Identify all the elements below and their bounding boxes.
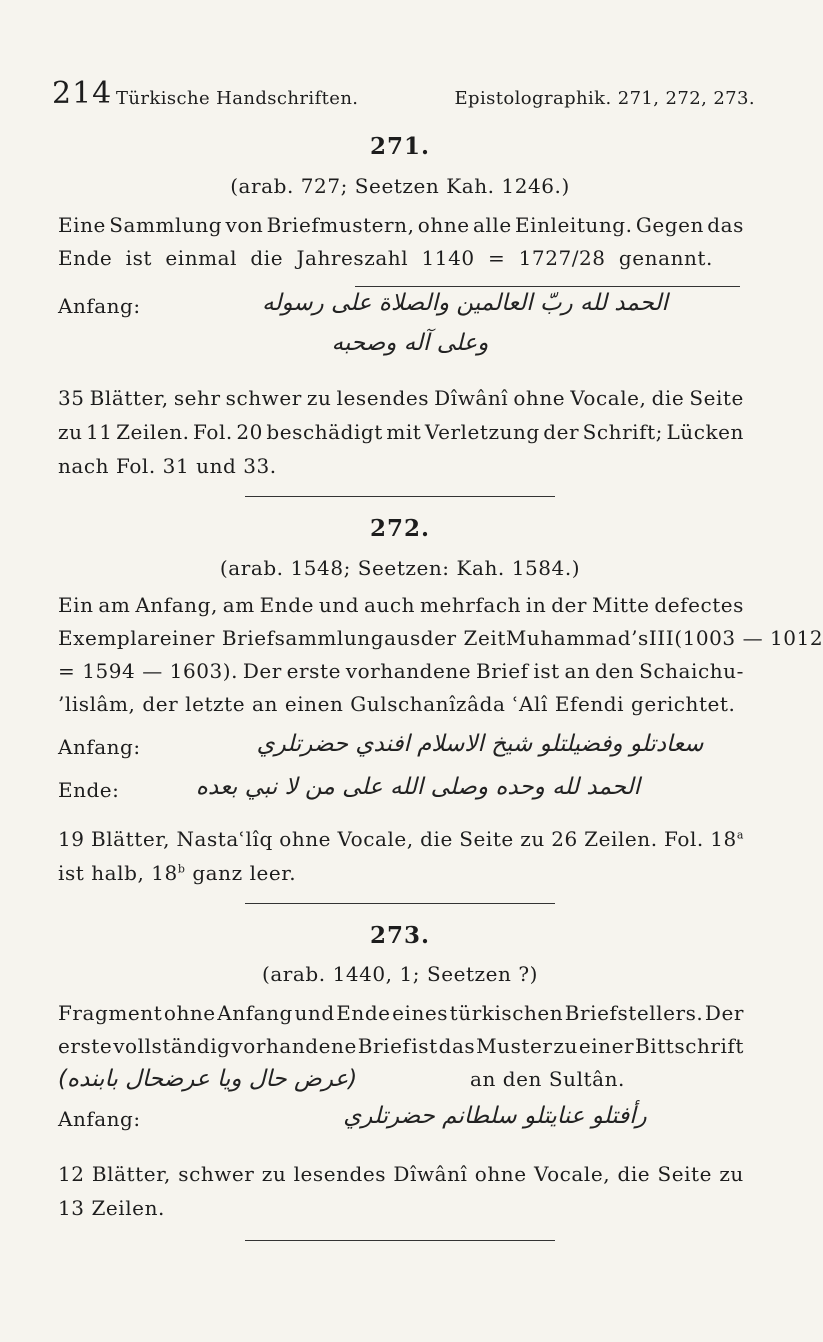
- word: ohne: [417, 213, 470, 237]
- word: Brief: [357, 1034, 411, 1058]
- word: einmal: [165, 246, 238, 270]
- word: 12: [58, 1162, 85, 1186]
- word: Zeilen.: [584, 827, 658, 851]
- word: die: [617, 1162, 651, 1186]
- shelfmark-272: (arab. 1548; Seetzen: Kah. 1584.): [219, 556, 581, 580]
- word: aus: [384, 626, 421, 650]
- page-number: 214: [52, 76, 113, 111]
- word: Vocale,: [533, 1162, 611, 1186]
- desc-tail-273: an den Sultân.: [470, 1067, 625, 1091]
- word: schwer: [178, 1162, 255, 1186]
- word: Fragment: [58, 1001, 163, 1025]
- incipit-label-271: Anfang:: [58, 294, 141, 318]
- word: die: [651, 386, 685, 410]
- word: sehr: [173, 386, 221, 410]
- word: Verletzung: [424, 420, 540, 444]
- desc-line: [58, 1001, 744, 1025]
- word: ohne: [163, 1001, 216, 1025]
- word: zu: [261, 1162, 287, 1186]
- word: Dîwânî: [393, 1162, 468, 1186]
- word: ohne: [279, 827, 332, 851]
- section-separator: [245, 1240, 555, 1241]
- word: Seite: [459, 827, 514, 851]
- word: Der: [704, 1001, 744, 1025]
- word: den: [595, 659, 635, 683]
- section-separator: [245, 496, 555, 497]
- physical-last-line-273: 13 Zeilen.: [58, 1196, 165, 1220]
- word: der Zeit: [420, 626, 506, 650]
- incipit-label-272: Anfang:: [58, 735, 141, 759]
- word: mehrfach: [419, 593, 522, 617]
- desc-line: [58, 593, 744, 617]
- explicit-text-272: الحمد لله وحده وصلى الله على من لا نبي بعده: [195, 774, 640, 800]
- word: am: [222, 593, 255, 617]
- word: eines: [392, 1001, 449, 1025]
- word: Exemplar: [58, 626, 160, 650]
- word: Briefmustern,: [266, 213, 415, 237]
- word: Schrift;: [582, 420, 663, 444]
- word: Ende: [336, 1001, 391, 1025]
- word: III: [648, 626, 675, 650]
- word: zu: [520, 827, 545, 851]
- word: 35: [58, 386, 85, 410]
- word: Anfang: [217, 1001, 293, 1025]
- word: Blätter,: [91, 1162, 171, 1186]
- word: Schaichu-: [639, 659, 744, 683]
- word: die: [420, 827, 453, 851]
- word: mit: [386, 420, 422, 444]
- physical-line: [58, 386, 744, 410]
- word: Seite: [657, 1162, 713, 1186]
- word: (1003 — 1012: [674, 626, 823, 650]
- word: Einleitung.: [515, 213, 633, 237]
- running-head-right: Epistolographik. 271, 272, 273.: [454, 88, 755, 109]
- word: Mitte: [591, 593, 650, 617]
- word: = 1594 — 1603).: [58, 659, 239, 683]
- desc-line: [58, 1034, 744, 1058]
- word: Gegen: [635, 213, 704, 237]
- word: ist: [125, 246, 153, 270]
- word: die: [250, 246, 284, 270]
- word: Muster: [476, 1034, 553, 1058]
- incipit-text-273: رأفتلو عنايتلو سلطانم حضرتلري: [343, 1103, 647, 1129]
- word: der: [551, 593, 588, 617]
- word: zu: [719, 1162, 744, 1186]
- word: Brief: [475, 659, 529, 683]
- running-title: Türkische Handschriften.: [116, 88, 359, 109]
- word: der: [543, 420, 580, 444]
- word: ohne: [474, 1162, 527, 1186]
- word: Dîwânî: [434, 386, 509, 410]
- word: lesendes: [293, 1162, 387, 1186]
- word: Briefstellers.: [564, 1001, 704, 1025]
- word: ist: [411, 1034, 438, 1058]
- shelfmark-271: (arab. 727; Seetzen Kah. 1246.): [230, 174, 570, 198]
- word: Fol.: [664, 827, 704, 851]
- word: alle: [472, 213, 512, 237]
- word: =: [487, 246, 506, 270]
- desc-line: [58, 659, 744, 683]
- entry-number-273: 273.: [369, 922, 431, 949]
- overline: [355, 286, 740, 287]
- word: Vocale,: [570, 386, 647, 410]
- word: Ende: [58, 246, 113, 270]
- incipit-text-271-continued: وعلى آله وصحبه: [331, 330, 489, 356]
- word: Ende: [259, 593, 314, 617]
- word: erste: [286, 659, 341, 683]
- word: 11: [86, 420, 113, 444]
- word: genannt.: [618, 246, 713, 270]
- physical-last-line-271: nach Fol. 31 und 33.: [58, 454, 277, 478]
- physical-line: [58, 827, 744, 851]
- word: Blätter,: [90, 827, 171, 851]
- incipit-text-272: سعادتلو وفضيلتلو شيخ الاسلام افندي حضرتلري: [256, 731, 704, 757]
- desc-last-line-272: ’lislâm, der letzte an einen Gulschanîzâda ʿAlî Efendi gerichtet.: [58, 692, 736, 716]
- word: Anfang,: [135, 593, 218, 617]
- word: das: [438, 1034, 476, 1058]
- word: zu: [58, 420, 83, 444]
- physical-last-line-272: ist halb, 18$^b$ ganz leer.: [58, 861, 297, 885]
- word: Lücken: [666, 420, 744, 444]
- word: lesendes: [336, 386, 430, 410]
- word: Bittschrift: [635, 1034, 744, 1058]
- word: Eine: [58, 213, 106, 237]
- word: vorhandene: [231, 1034, 357, 1058]
- word: Ein: [58, 593, 94, 617]
- word: beschädigt: [266, 420, 383, 444]
- word: Zeilen.: [116, 420, 190, 444]
- word: 19: [58, 827, 85, 851]
- word: vorhandene: [345, 659, 472, 683]
- desc-line: [58, 246, 713, 270]
- section-separator: [245, 903, 555, 904]
- word: einer: [578, 1034, 635, 1058]
- word: 18$^a$: [710, 827, 744, 851]
- word: 1727/28: [518, 246, 606, 270]
- physical-line: [58, 1162, 744, 1186]
- word: und: [294, 1001, 335, 1025]
- word: von: [225, 213, 264, 237]
- desc-line: [58, 213, 744, 237]
- incipit-label-273: Anfang:: [58, 1107, 141, 1131]
- word: vollständig: [113, 1034, 231, 1058]
- word: türkischen: [449, 1001, 564, 1025]
- running-head: [52, 76, 755, 120]
- word: zu: [306, 386, 332, 410]
- word: Fol.: [193, 420, 233, 444]
- word: ohne: [513, 386, 566, 410]
- word: Der: [242, 659, 282, 683]
- word: einer Briefsammlung: [159, 626, 385, 650]
- shelfmark-273: (arab. 1440, 1; Seetzen ?): [261, 962, 538, 986]
- entry-number-271: 271.: [369, 133, 431, 160]
- word: Jahreszahl: [296, 246, 409, 270]
- word: das: [707, 213, 744, 237]
- word: an: [564, 659, 591, 683]
- word: erste: [58, 1034, 113, 1058]
- explicit-label-272: Ende:: [58, 778, 120, 802]
- word: defectes: [654, 593, 744, 617]
- arabic-title-273: (عرض حال ويا عرضحال بابنده): [58, 1066, 358, 1092]
- word: ist: [533, 659, 560, 683]
- word: Vocale,: [337, 827, 414, 851]
- entry-number-272: 272.: [369, 515, 431, 542]
- word: 20: [236, 420, 263, 444]
- word: zu: [553, 1034, 578, 1058]
- word: Sammlung: [109, 213, 223, 237]
- word: Blätter,: [89, 386, 169, 410]
- word: Muhammad’s: [505, 626, 649, 650]
- word: Seite: [689, 386, 744, 410]
- word: und: [318, 593, 360, 617]
- word: am: [98, 593, 131, 617]
- physical-line: [58, 420, 744, 444]
- desc-line: [58, 626, 823, 650]
- word: 26: [551, 827, 578, 851]
- word: Nastaʿlîq: [176, 827, 273, 851]
- word: auch: [363, 593, 416, 617]
- word: in: [525, 593, 547, 617]
- word: schwer: [225, 386, 302, 410]
- word: 1140: [421, 246, 475, 270]
- incipit-text-271: الحمد لله ربّ العالمين والصلاة على رسوله: [262, 290, 668, 316]
